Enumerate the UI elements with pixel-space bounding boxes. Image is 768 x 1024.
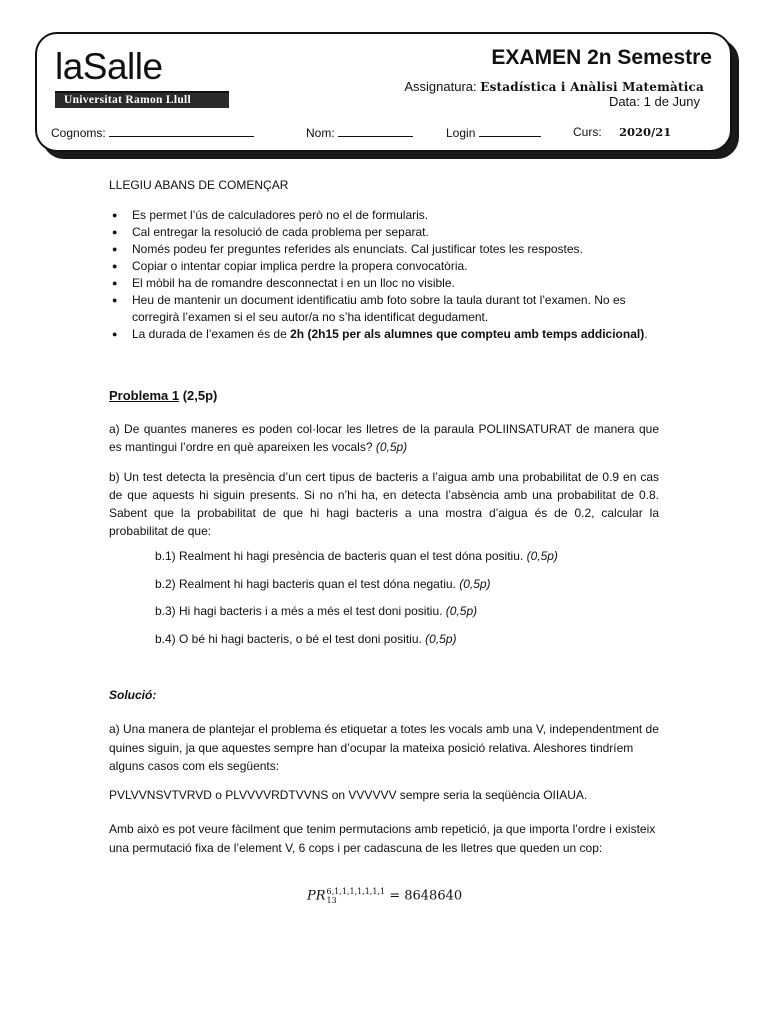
list-item: ● Només podeu fer preguntes referides als enunciats. Cal justificar totes les respostes. xyxy=(109,241,659,258)
instructions-list xyxy=(109,207,659,343)
permutation-formula xyxy=(307,887,462,905)
nom-label: Nom: xyxy=(306,126,335,140)
cognoms-blank[interactable] xyxy=(109,125,254,137)
cognoms-field[interactable] xyxy=(51,125,254,140)
curs-field xyxy=(573,125,671,139)
instructions-title: LLEGIU ABANS DE COMENÇAR xyxy=(109,178,289,192)
subject-line xyxy=(404,79,704,94)
subpart-b4 xyxy=(155,631,655,648)
subpart-b2 xyxy=(155,576,655,593)
list-item: ● El mòbil ha de romandre desconnectat i en un lloc no visible. xyxy=(109,275,659,292)
list-item: ● Cal entregar la resolució de cada problema per separat. xyxy=(109,224,659,241)
subpart-text: b.1) Realment hi hagi presència de bacteris quan el test dóna positiu. xyxy=(155,549,524,563)
subpart-text: b.2) Realment hi hagi bacteris quan el test dóna negatiu. xyxy=(155,577,456,591)
cognoms-label: Cognoms: xyxy=(51,126,106,140)
list-item: ● Copiar o intentar copiar implica perdre la propera convocatòria. xyxy=(109,258,659,275)
login-field[interactable] xyxy=(446,125,541,140)
subpart-b1 xyxy=(155,548,655,565)
list-item-duration xyxy=(109,326,659,343)
subpart-points: (0,5p) xyxy=(442,604,478,618)
part-a-text: a) De quantes maneres es poden col·locar les lletres de la paraula POLIINSATURAT de manera que es mantingui l’ordre en què apareixen les vocals? xyxy=(109,422,659,454)
formula-result: = 8648640 xyxy=(385,888,463,904)
subpart-text: b.3) Hi hagi bacteris i a més a més el test doni positiu. xyxy=(155,604,443,618)
university-band: Universitat Ramon Llull xyxy=(55,91,229,108)
curs-value: 2020/21 xyxy=(619,125,672,139)
formula-subscript: 13 xyxy=(326,896,337,905)
login-blank[interactable] xyxy=(479,125,541,137)
formula-symbol: PR xyxy=(307,888,326,904)
subpart-text: b.4) O bé hi hagi bacteris, o bé el test doni positiu. xyxy=(155,632,422,646)
exam-date: Data: 1 de Juny xyxy=(608,94,700,109)
subpart-points: (0,5p) xyxy=(455,577,491,591)
problem1-part-a xyxy=(109,420,659,456)
part-a-points: (0,5p) xyxy=(372,440,408,454)
subject-value: Estadística i Anàlisi Matemàtica xyxy=(480,80,704,94)
nom-blank[interactable] xyxy=(338,125,413,137)
subject-label: Assignatura: xyxy=(404,79,477,94)
exam-title: EXAMEN 2n Semestre xyxy=(491,46,712,69)
nom-field[interactable] xyxy=(306,125,413,140)
exam-header xyxy=(35,32,732,152)
student-fields xyxy=(51,125,721,143)
duration-suffix: . xyxy=(644,327,648,341)
problem1-heading xyxy=(109,388,217,403)
subpart-points: (0,5p) xyxy=(421,632,457,646)
solution-paragraph-2: PVLVVNSVTVRVD o PLVVVVRDTVVNS on VVVVVV sempre seria la seqüència OIIAUA. xyxy=(109,788,588,802)
list-item: ● Es permet l’ús de calculadores però no el de formularis. xyxy=(109,207,659,224)
solution-title: Solució: xyxy=(109,688,157,702)
list-item: ● Heu de mantenir un document identificatiu amb foto sobre la taula durant tot l’examen. No es corregirà l’examen si el seu autor/a no s’ha identificat degudament. xyxy=(109,292,659,326)
curs-label: Curs: xyxy=(573,125,602,139)
duration-bold: 2h (2h15 per als alumnes que compteu amb temps addicional) xyxy=(290,327,645,341)
solution-paragraph-1: a) Una manera de plantejar el problema és etiquetar a totes les vocals amb una V, independentment de quines siguin, ja que aquestes sempre han d’ocupar la mateixa posició relativa. Aleshores tindríem alguns casos com els següents: xyxy=(109,722,659,773)
subpart-points: (0,5p) xyxy=(523,549,558,563)
formula-superscript: 6,1,1,1,1,1,1,1 xyxy=(326,887,386,896)
lasalle-logo: laSalle xyxy=(55,46,163,87)
problem1-points: (2,5p) xyxy=(179,388,218,403)
problem1-title: Problema 1 xyxy=(109,388,180,403)
formula-indices xyxy=(327,887,386,905)
subpart-b3 xyxy=(155,603,655,620)
problem1-part-b: b) Un test detecta la presència d’un cert tipus de bacteris a l’aigua amb una probabilitat de 0.9 en cas de que aquests hi siguin presents. Si no n’hi ha, en detecta l’absència amb una probabilitat de 0.8. Sabent que la probabilitat de que hi hagi bacteris a una mostra d’aigua és de 0.2, calcular la probabilitat de que: xyxy=(109,470,659,538)
solution-paragraph-3: Amb això es pot veure fàcilment que tenim permutacions amb repetició, ja que importa l’ordre i existeix una permutació fixa de l’element V, 6 cops i per cadascuna de les lletres que queden un cop: xyxy=(109,822,656,855)
duration-prefix: La durada de l’examen és de xyxy=(132,327,291,341)
login-label: Login xyxy=(446,126,476,140)
